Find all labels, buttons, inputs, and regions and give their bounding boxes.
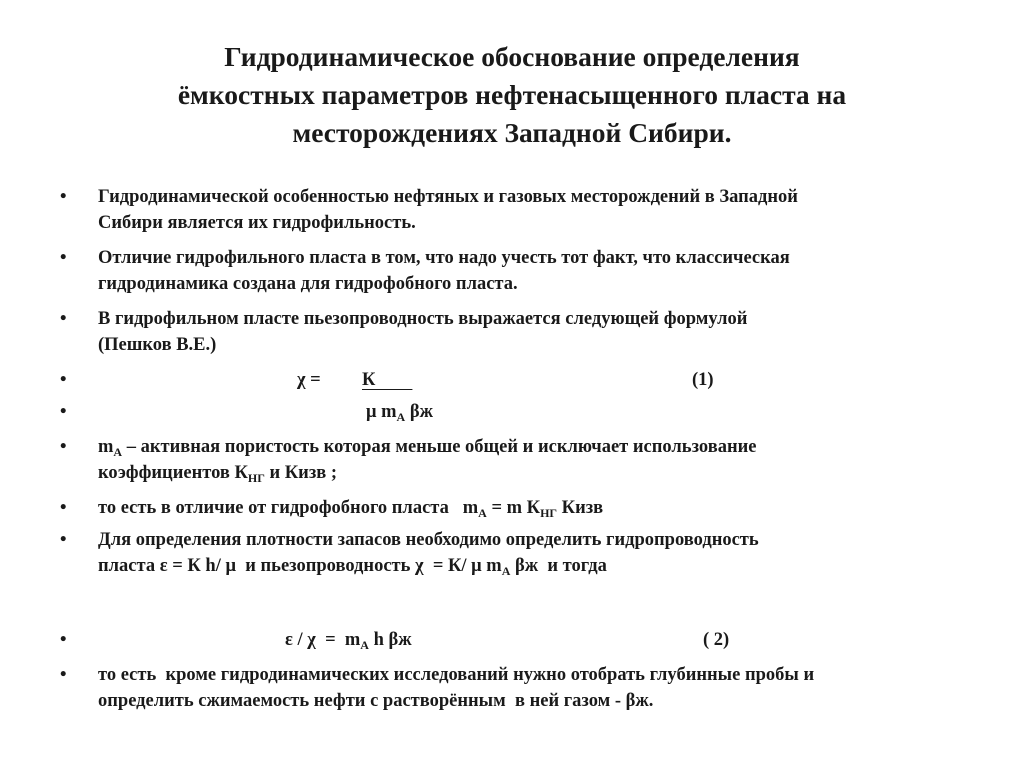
bullet-text (98, 527, 998, 579)
text-run: и Кизв ; (264, 463, 338, 483)
bullet-text-line (98, 434, 998, 460)
bullet-text-line: В гидрофильном пласте пьезопроводность выражается следующей формулой (98, 309, 748, 329)
bullet-marker: • (60, 630, 67, 650)
formula1-lhs: χ = (297, 370, 321, 390)
bullet-text (98, 245, 998, 297)
bullet-text (98, 434, 998, 486)
bullet-marker: • (60, 402, 67, 422)
denominator-text: μ m (366, 402, 397, 422)
bullet-marker: • (60, 530, 67, 550)
text-run: коэффициентов К (98, 463, 248, 483)
subscript: А (478, 506, 487, 520)
bullet-marker: • (60, 370, 67, 390)
symbol-m: m (98, 437, 114, 457)
subscript: А (113, 445, 123, 459)
formula2-expression (285, 627, 412, 653)
bullet-marker: • (60, 437, 67, 457)
subscript: НГ (540, 506, 558, 520)
text-run: βж и тогда (510, 556, 607, 576)
bullet-text (98, 662, 998, 714)
formula-text: ε / χ = m (285, 630, 361, 650)
title-line-3: месторождениях Западной Сибири. (292, 117, 732, 148)
formula2-number: ( 2) (703, 630, 730, 650)
bullet-text-line: (Пешков В.Е.) (98, 335, 217, 355)
bullet-text-line: определить сжимаемость нефти с растворённым в ней газом - βж. (98, 691, 654, 711)
subscript: А (360, 638, 369, 652)
subscript: А (501, 564, 511, 578)
bullet-marker: • (60, 665, 67, 685)
bullet-text-line: Гидродинамической особенностью нефтяных и газовых месторождений в Западной (98, 187, 798, 207)
text-run: то есть в отличие от гидрофобного пласта m (98, 498, 479, 518)
bullet-text-line (98, 495, 998, 521)
bullet-text (98, 184, 998, 236)
text-run: пласта ε = К h/ μ и пьезопроводность χ = К/ μ m (98, 556, 502, 576)
title-line-2: ёмкостных параметров нефтенасыщенного пласта на (177, 79, 847, 110)
subscript: А (396, 410, 406, 424)
bullet-text-line: Для определения плотности запасов необходимо определить гидропроводность (98, 530, 759, 550)
title-line-1: Гидродинамическое обоснование определения (224, 41, 800, 72)
subscript: НГ (247, 471, 265, 485)
formula-text: h βж (368, 630, 412, 650)
formula1-denominator (366, 399, 433, 425)
bullet-marker: • (60, 187, 67, 207)
bullet-text (98, 495, 998, 521)
formula1-number: (1) (692, 370, 714, 390)
formula1-numerator: К (362, 370, 413, 390)
denominator-text: βж (405, 402, 433, 422)
text-run: = m К (486, 498, 541, 518)
bullet-text-line (98, 553, 998, 579)
bullet-text-line: то есть кроме гидродинамических исследований нужно отобрать глубинные пробы и (98, 665, 815, 685)
bullet-marker: • (60, 248, 67, 268)
text-run: – активная пористость которая меньше общей и исключает использование (122, 437, 757, 457)
bullet-text-line: гидродинамика создана для гидрофобного пласта. (98, 274, 518, 294)
bullet-text-line: Сибири является их гидрофильность. (98, 213, 416, 233)
bullet-text-line (98, 460, 998, 486)
text-run: Кизв (557, 498, 604, 518)
bullet-text (98, 306, 998, 358)
bullet-marker: • (60, 309, 67, 329)
bullet-marker: • (60, 498, 67, 518)
bullet-text-line: Отличие гидрофильного пласта в том, что надо учесть тот факт, что классическая (98, 248, 790, 268)
